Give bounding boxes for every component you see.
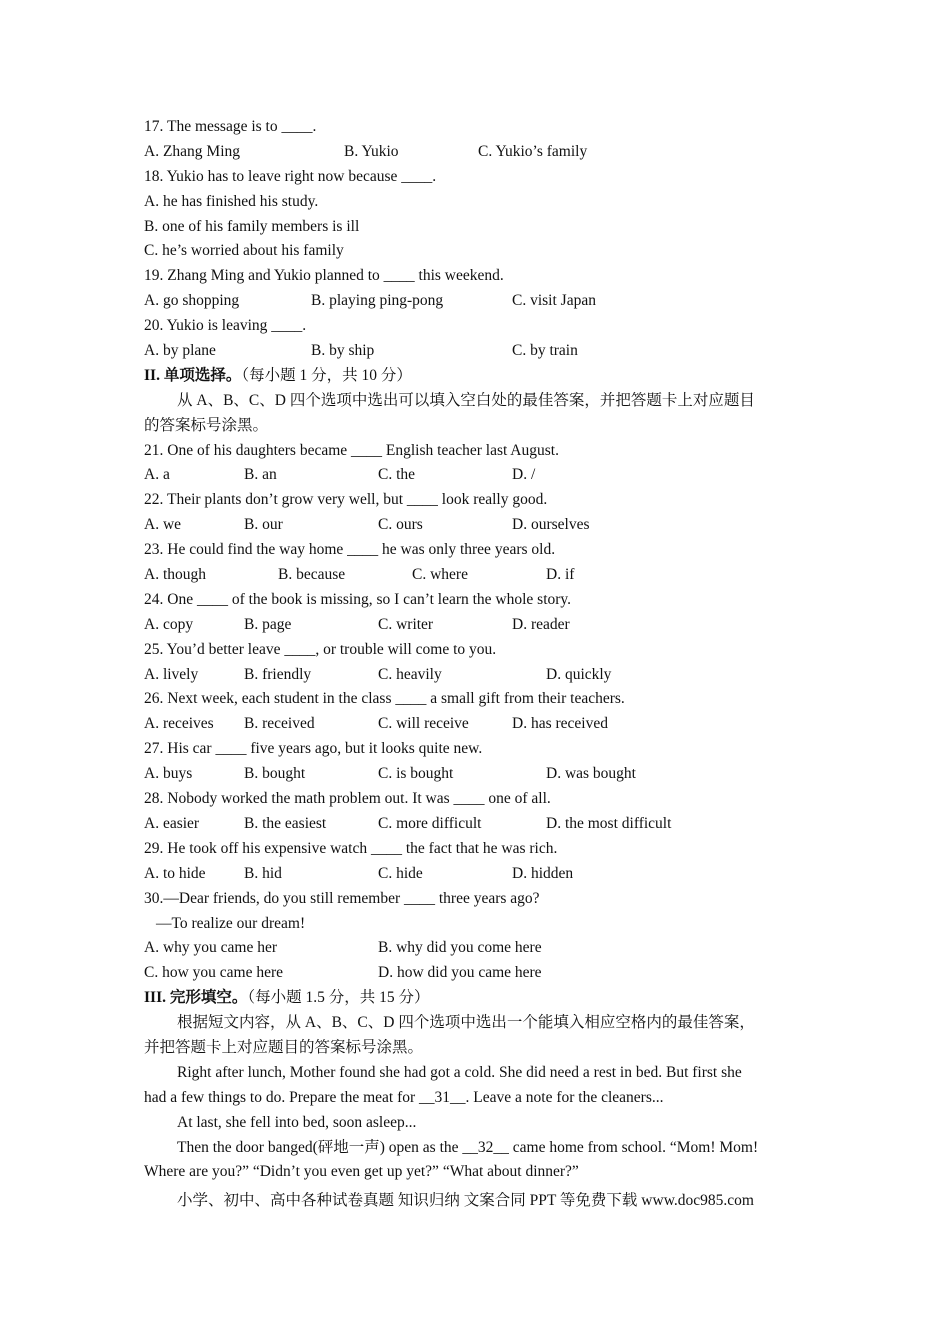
option-b: B. one of his family members is ill — [144, 217, 360, 235]
question-22-stem: 22. Their plants don’t grow very well, but ____ look really good. — [144, 491, 548, 509]
option-c: C. how you came here — [144, 964, 284, 982]
option-a: A. by plane — [144, 342, 216, 360]
question-24-stem: 24. One ____ of the book is missing, so I can’t learn the whole story. — [144, 590, 572, 608]
option-b: B. friendly — [244, 665, 312, 683]
option-b: B. page — [244, 615, 292, 633]
option-b: B. why did you come here — [378, 939, 542, 957]
option-d: D. reader — [512, 615, 570, 633]
option-c: C. ours — [378, 516, 423, 534]
option-c: C. visit Japan — [512, 292, 596, 310]
question-30-options-row1 — [144, 936, 808, 961]
option-c: C. where — [412, 566, 468, 584]
option-b: B. the easiest — [244, 814, 327, 832]
option-c: C. writer — [378, 615, 434, 633]
question-28-stem: 28. Nobody worked the math problem out. It was ____ one of all. — [144, 790, 551, 808]
passage-p1-line1: Right after lunch, Mother found she had got a cold. She did need a rest in bed. But first she — [177, 1063, 742, 1081]
section-3-title: III. 完形填空。 — [144, 989, 248, 1007]
question-17-stem: 17. The message is to ____. — [144, 118, 317, 135]
question-23-options — [144, 563, 808, 588]
option-a: A. lively — [144, 665, 199, 683]
section-3-note: （每小题 1.5 分，共 15 分） — [247, 989, 430, 1007]
question-30-stem: 30.—Dear friends, do you still remember ____ three years ago? — [144, 889, 540, 907]
question-21-options — [144, 463, 808, 488]
section-3-instruction-1: 根据短文内容，从 A、B、C、D 四个选项中选出一个能填入相应空格内的最佳答案， — [177, 1014, 755, 1032]
option-c: C. will receive — [378, 715, 469, 733]
option-d: D. hidden — [512, 864, 574, 882]
question-21-stem: 21. One of his daughters became ____ English teacher last August. — [144, 441, 559, 459]
option-d: D. the most difficult — [546, 814, 672, 832]
option-d: D. if — [546, 566, 575, 584]
option-b: B. by ship — [311, 342, 375, 360]
section-2-instruction-2: 的答案标号涂黑。 — [144, 416, 269, 434]
option-d: D. quickly — [546, 665, 612, 683]
passage-p1-line2: had a few things to do. Prepare the meat for __31__. Leave a note for the cleaners... — [144, 1088, 664, 1106]
option-a: A. go shopping — [144, 292, 240, 310]
option-c: C. is bought — [378, 765, 454, 783]
question-26-options — [144, 712, 808, 737]
question-22-options — [144, 513, 808, 538]
question-30-reply: —To realize our dream! — [156, 914, 306, 932]
option-c: C. he’s worried about his family — [144, 242, 344, 260]
option-c: C. Yukio’s family — [478, 142, 588, 160]
question-19-stem: 19. Zhang Ming and Yukio planned to ____ this weekend. — [144, 267, 504, 285]
option-c: C. the — [378, 466, 416, 484]
passage-p2: At last, she fell into bed, soon asleep... — [177, 1113, 417, 1131]
question-29-stem: 29. He took off his expensive watch ____ the fact that he was rich. — [144, 839, 558, 857]
exam-content — [144, 115, 808, 1185]
section-2-note: （每小题 1 分，共 10 分） — [241, 366, 412, 384]
option-d: D. ourselves — [512, 516, 590, 534]
option-d: D. / — [512, 466, 536, 484]
option-a: A. though — [144, 566, 206, 584]
option-a: A. we — [144, 516, 182, 534]
question-24-options — [144, 613, 808, 638]
passage-p3-line2: Where are you?” “Didn’t you even get up yet?” “What about dinner?” — [144, 1163, 579, 1181]
question-20-options — [144, 339, 808, 364]
section-2-instruction-1: 从 A、B、C、D 四个选项中选出可以填入空白处的最佳答案，并把答题卡上对应题目 — [177, 391, 755, 409]
question-30-options-row2 — [144, 961, 808, 986]
option-c: C. hide — [378, 864, 423, 882]
option-b: B. received — [244, 715, 315, 733]
section-2-heading — [144, 364, 808, 389]
option-b: B. an — [244, 466, 277, 484]
question-20-stem: 20. Yukio is leaving ____. — [144, 317, 307, 335]
option-a: A. Zhang Ming — [144, 142, 241, 160]
option-a: A. he has finished his study. — [144, 192, 319, 210]
question-23-stem: 23. He could find the way home ____ he was only three years old. — [144, 541, 556, 559]
option-a: A. to hide — [144, 864, 206, 882]
option-b: B. Yukio — [344, 142, 399, 160]
option-b: B. because — [278, 566, 346, 584]
question-27-options — [144, 762, 808, 787]
option-b: B. our — [244, 516, 283, 534]
option-c: C. more difficult — [378, 814, 482, 832]
question-18-stem: 18. Yukio has to leave right now because ____. — [144, 167, 437, 185]
page-footer: 小学、初中、高中各种试卷真题 知识归纳 文案合同 PPT 等免费下载 www.doc985.com — [177, 1192, 754, 1209]
option-a: A. receives — [144, 715, 214, 733]
question-25-options — [144, 663, 808, 688]
option-d: D. how did you came here — [378, 964, 542, 982]
question-26-stem: 26. Next week, each student in the class ____ a small gift from their teachers. — [144, 690, 625, 708]
question-29-options — [144, 862, 808, 887]
question-17-options — [144, 140, 808, 165]
option-a: A. buys — [144, 765, 193, 783]
option-c: C. heavily — [378, 665, 442, 683]
section-3-instruction-2: 并把答题卡上对应题目的答案标号涂黑。 — [144, 1038, 424, 1056]
option-c: C. by train — [512, 342, 578, 360]
option-d: D. was bought — [546, 765, 636, 783]
option-b: B. hid — [244, 864, 282, 882]
option-a: A. why you came her — [144, 939, 277, 957]
option-d: D. has received — [512, 715, 608, 733]
option-a: A. a — [144, 466, 170, 484]
section-2-title: II. 单项选择。 — [144, 366, 242, 384]
option-b: B. bought — [244, 765, 306, 783]
passage-p3-line1: Then the door banged(砰地一声) open as the __32__ came home from school. “Mom! Mom! — [177, 1138, 759, 1156]
question-27-stem: 27. His car ____ five years ago, but it looks quite new. — [144, 740, 483, 758]
section-3-heading — [144, 986, 808, 1011]
question-19-options — [144, 289, 808, 314]
option-b: B. playing ping-pong — [311, 292, 444, 310]
question-28-options — [144, 812, 808, 837]
option-a: A. easier — [144, 814, 200, 832]
question-25-stem: 25. You’d better leave ____, or trouble will come to you. — [144, 640, 497, 658]
option-a: A. copy — [144, 615, 194, 633]
